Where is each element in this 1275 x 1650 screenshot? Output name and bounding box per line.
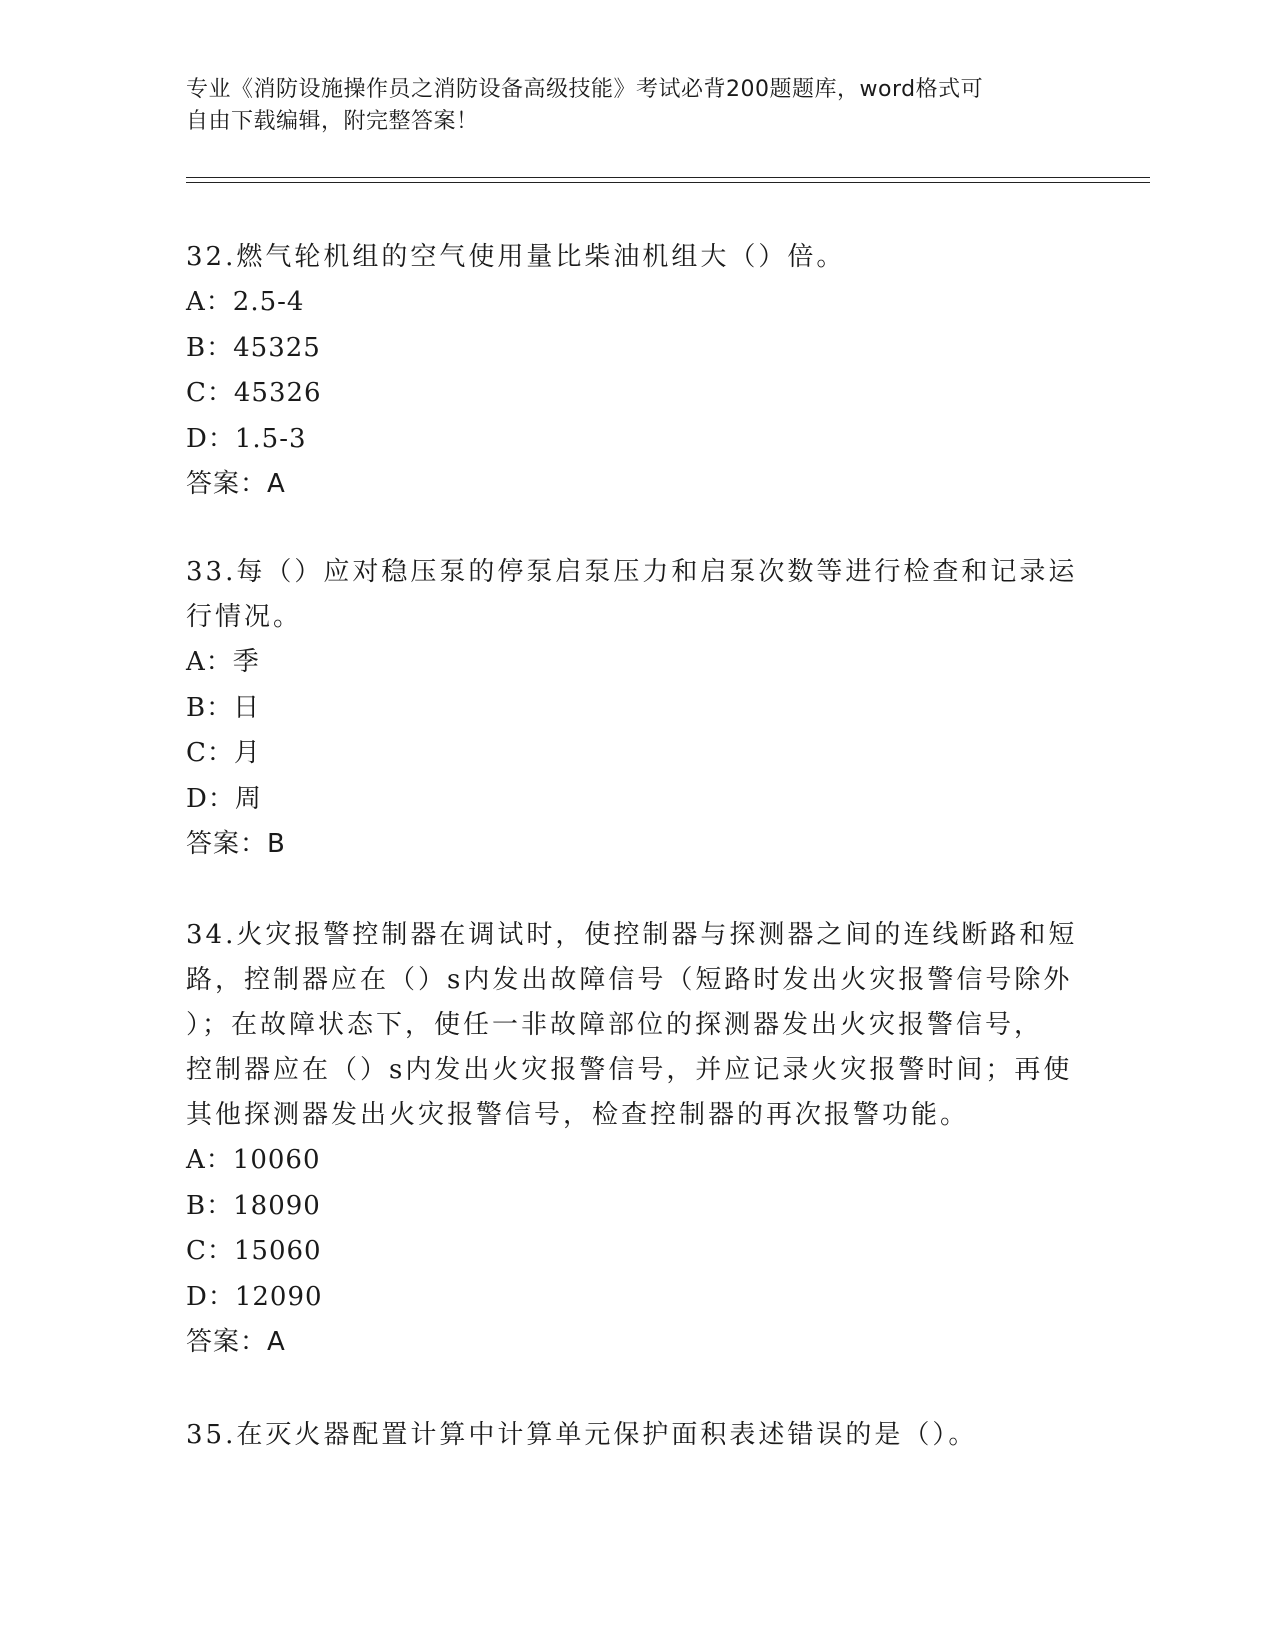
answer-line: 答案：A — [186, 1327, 286, 1357]
question-stem — [186, 1413, 1086, 1458]
question-stem-line: 32.燃气轮机组的空气使用量比柴油机组大（）倍。 — [186, 242, 846, 272]
option-a: A：2.5-4 — [186, 287, 305, 317]
question-stem — [186, 913, 1086, 1138]
question-stem-line: 行情况。 — [186, 602, 303, 632]
document-header — [186, 74, 1066, 138]
option-d: D：12090 — [186, 1281, 323, 1312]
question-stem — [186, 235, 1086, 280]
question-stem-line: 其他探测器发出火灾报警信号，检查控制器的再次报警功能。 — [186, 1100, 970, 1130]
question-32 — [186, 235, 1086, 507]
header-divider — [186, 177, 1150, 178]
answer-line: 答案：A — [186, 469, 286, 499]
option-c: C：45326 — [186, 378, 322, 408]
option-b: B：45325 — [186, 332, 321, 363]
option-a: A：10060 — [186, 1145, 321, 1175]
question-stem — [186, 550, 1086, 640]
header-line: 专业《消防设施操作员之消防设备高级技能》考试必背200题题库，word格式可 — [186, 77, 984, 102]
option-list — [186, 640, 1086, 822]
question-stem-line: 35.在灭火器配置计算中计算单元保护面积表述错误的是（）。 — [186, 1420, 978, 1450]
question-stem-line: 33.每（）应对稳压泵的停泵启泵压力和启泵次数等进行检查和记录运 — [186, 557, 1078, 587]
option-d: D：周 — [186, 783, 262, 814]
header-divider — [186, 182, 1150, 183]
question-35 — [186, 1413, 1086, 1458]
option-list — [186, 1138, 1086, 1320]
option-b: B：日 — [186, 692, 261, 723]
option-c: C：15060 — [186, 1236, 322, 1266]
question-stem-line: 路，控制器应在（）s内发出故障信号（短路时发出火灾报警信号除外 — [186, 965, 1073, 995]
header-line: 自由下载编辑，附完整答案！ — [186, 109, 479, 134]
option-list — [186, 280, 1086, 462]
question-33 — [186, 550, 1086, 867]
option-d: D：1.5-3 — [186, 423, 307, 454]
question-stem-line: 控制器应在（）s内发出火灾报警信号，并应记录火灾报警时间；再使 — [186, 1055, 1073, 1085]
question-stem-line: ）；在故障状态下，使任一非故障部位的探测器发出火灾报警信号， — [186, 1010, 1044, 1040]
answer-line: 答案：B — [186, 829, 286, 859]
option-c: C：月 — [186, 738, 261, 768]
option-b: B：18090 — [186, 1190, 321, 1221]
option-a: A：季 — [186, 647, 260, 677]
question-34 — [186, 913, 1086, 1365]
question-stem-line: 34.火灾报警控制器在调试时，使控制器与探测器之间的连线断路和短 — [186, 920, 1078, 950]
